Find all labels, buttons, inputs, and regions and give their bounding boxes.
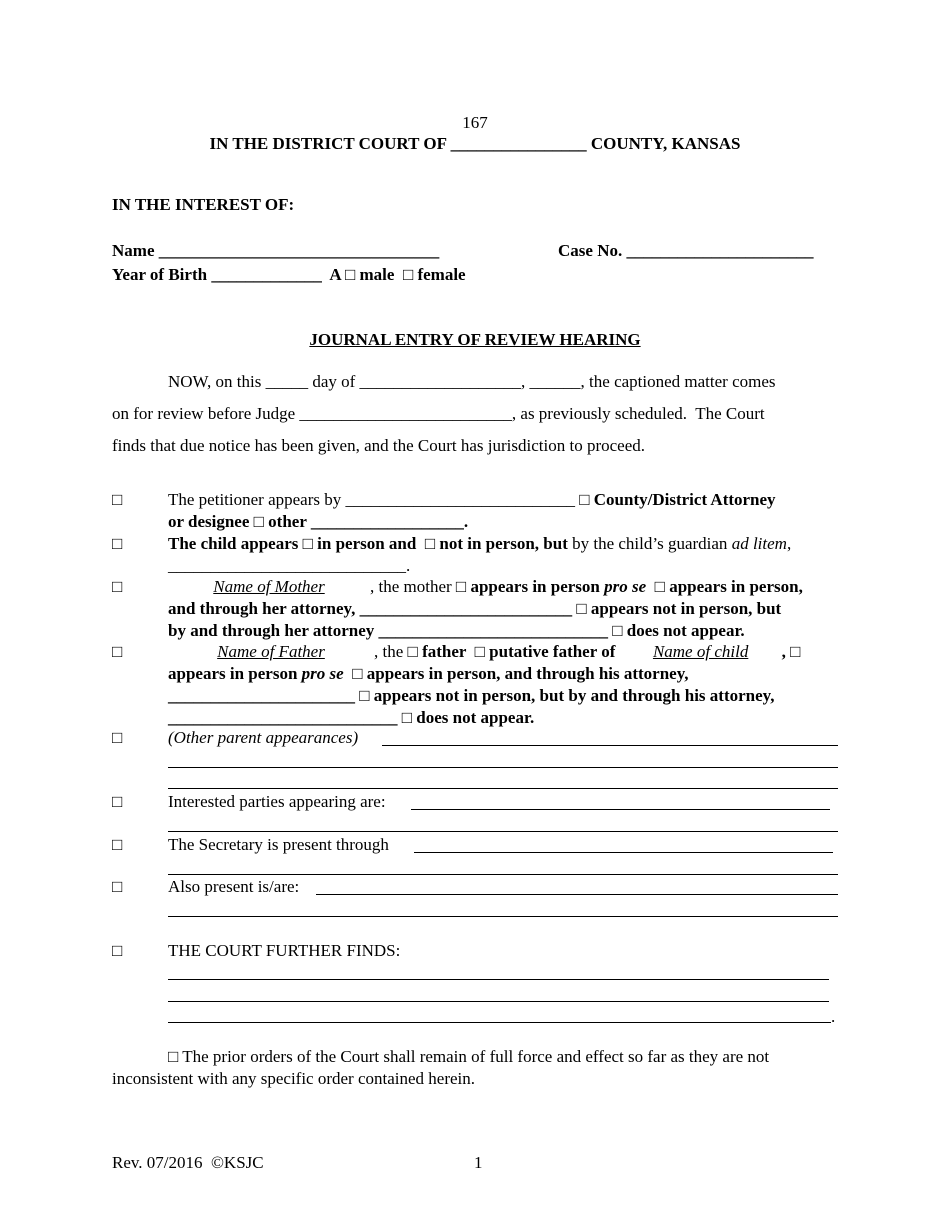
father-line-1: Name of Father , the □ father □ putative father of Name of child , □: [168, 642, 800, 662]
opening-line-2: on for review before Judge _________________________, as previously scheduled. The Court: [112, 404, 765, 423]
other-parent-line-2[interactable]: [168, 767, 838, 768]
footer-page-number: 1: [474, 1153, 483, 1172]
mother-line-3: by and through her attorney ___________________________ □ does not appear.: [168, 621, 745, 640]
county-attorney-label: County/District Attorney: [593, 490, 776, 509]
male-checkbox[interactable]: □: [344, 265, 356, 284]
also-present-checkbox[interactable]: □: [112, 877, 123, 896]
court-heading: IN THE DISTRICT COURT OF ________________ COUNTY, KANSAS: [209, 134, 741, 153]
secretary-label: The Secretary is present through: [168, 835, 389, 854]
other-checkbox[interactable]: □: [253, 512, 264, 531]
father-not-in-person-checkbox[interactable]: □: [359, 686, 370, 705]
interested-parties-label: Interested parties appearing are:: [168, 792, 386, 811]
case-label: Case No.: [558, 241, 623, 260]
father-does-not-appear-checkbox[interactable]: □: [401, 708, 413, 727]
father-line-3: ______________________ □ appears not in person, but by and through his attorney,: [168, 686, 775, 705]
mother-appears-pro-se-checkbox[interactable]: □: [455, 577, 467, 596]
mother-line-1: Name of Mother , the mother □ appears in person pro se □ appears in person,: [168, 577, 803, 597]
further-finds-checkbox[interactable]: □: [112, 941, 123, 960]
interest-label: IN THE INTEREST OF:: [112, 195, 295, 214]
document-title: JOURNAL ENTRY OF REVIEW HEARING: [309, 330, 641, 349]
revision-note: Rev. 07/2016 ©KSJC: [112, 1153, 264, 1172]
county-attorney-checkbox[interactable]: □: [579, 490, 590, 509]
also-present-label: Also present is/are:: [168, 877, 300, 896]
opening-line-1: NOW, on this _____ day of ___________________, ______, the captioned matter comes: [168, 372, 776, 391]
other-parent-line-1[interactable]: [382, 745, 838, 746]
father-option-checkbox[interactable]: □: [407, 642, 418, 661]
yob-label: Year of Birth: [112, 265, 208, 284]
case-blank: ______________________: [626, 241, 814, 260]
yob-row: [112, 265, 466, 285]
other-label: other: [268, 512, 307, 531]
child-line-1: The child appears □ in person and □ not in person, but by the child’s guardian ad litem,: [168, 534, 792, 553]
name-label: Name: [112, 241, 155, 260]
case-row: [558, 241, 813, 261]
secretary-line-2[interactable]: [168, 874, 838, 875]
prior-orders-checkbox[interactable]: □: [168, 1047, 179, 1066]
further-finds-line-2[interactable]: [168, 1001, 829, 1002]
female-checkbox[interactable]: □: [402, 265, 414, 284]
further-finds-line-1[interactable]: [168, 979, 829, 980]
also-present-line-1[interactable]: [316, 894, 838, 895]
yob-blank: _____________: [211, 265, 322, 284]
mother-name-field[interactable]: Name of Mother: [213, 577, 325, 596]
father-line-2: appears in person pro se □ appears in person, and through his attorney,: [168, 664, 689, 683]
name-row: [112, 241, 439, 261]
opening-line-3: finds that due notice has been given, and the Court has jurisdiction to proceed.: [112, 436, 646, 455]
petitioner-line-2: or designee □ other __________________.: [168, 512, 469, 531]
other-parent-checkbox[interactable]: □: [112, 728, 123, 747]
child-name-field[interactable]: Name of child: [652, 642, 749, 661]
petitioner-line-1: The petitioner appears by ___________________________ □ County/District Attorney: [168, 490, 776, 509]
father-name-field[interactable]: Name of Father: [217, 642, 325, 661]
child-gal-blank: ____________________________.: [168, 556, 411, 575]
mother-appears-with-attorney-checkbox[interactable]: □: [654, 577, 665, 596]
other-parent-line-3[interactable]: [168, 788, 838, 789]
male-label: male: [359, 265, 395, 284]
mother-does-not-appear-checkbox[interactable]: □: [612, 621, 623, 640]
father-extra-checkbox[interactable]: □: [790, 642, 801, 661]
a-label: A: [329, 265, 341, 284]
female-label: female: [417, 265, 466, 284]
further-finds-label: THE COURT FURTHER FINDS:: [168, 941, 401, 960]
name-blank: _________________________________: [158, 241, 440, 260]
father-checkbox[interactable]: □: [112, 642, 123, 661]
interested-parties-line-1[interactable]: [411, 809, 830, 810]
further-finds-line-3[interactable]: [168, 1022, 831, 1023]
other-parent-label: (Other parent appearances): [168, 728, 359, 747]
prior-orders-line-2: inconsistent with any specific order contained herein.: [112, 1069, 476, 1088]
petitioner-checkbox[interactable]: □: [112, 490, 123, 509]
prior-orders-line-1: □ The prior orders of the Court shall remain of full force and effect so far as they are not: [168, 1047, 770, 1066]
child-not-in-person-checkbox[interactable]: □: [424, 534, 436, 553]
child-checkbox[interactable]: □: [112, 534, 123, 553]
mother-not-in-person-checkbox[interactable]: □: [576, 599, 587, 618]
putative-father-checkbox[interactable]: □: [474, 642, 485, 661]
mother-checkbox[interactable]: □: [112, 577, 123, 596]
secretary-line-1[interactable]: [414, 852, 833, 853]
top-page-number: 167: [462, 113, 488, 132]
also-present-line-2[interactable]: [168, 916, 838, 917]
mother-line-2: and through her attorney, _________________________ □ appears not in person, but: [168, 599, 782, 618]
child-in-person-checkbox[interactable]: □: [302, 534, 313, 553]
further-finds-period: .: [831, 1007, 836, 1026]
interested-parties-line-2[interactable]: [168, 831, 838, 832]
other-blank: __________________.: [306, 512, 469, 531]
father-appears-with-attorney-checkbox[interactable]: □: [352, 664, 363, 683]
father-line-4: ___________________________ □ does not appear.: [168, 708, 535, 727]
interested-parties-checkbox[interactable]: □: [112, 792, 123, 811]
secretary-checkbox[interactable]: □: [112, 835, 123, 854]
